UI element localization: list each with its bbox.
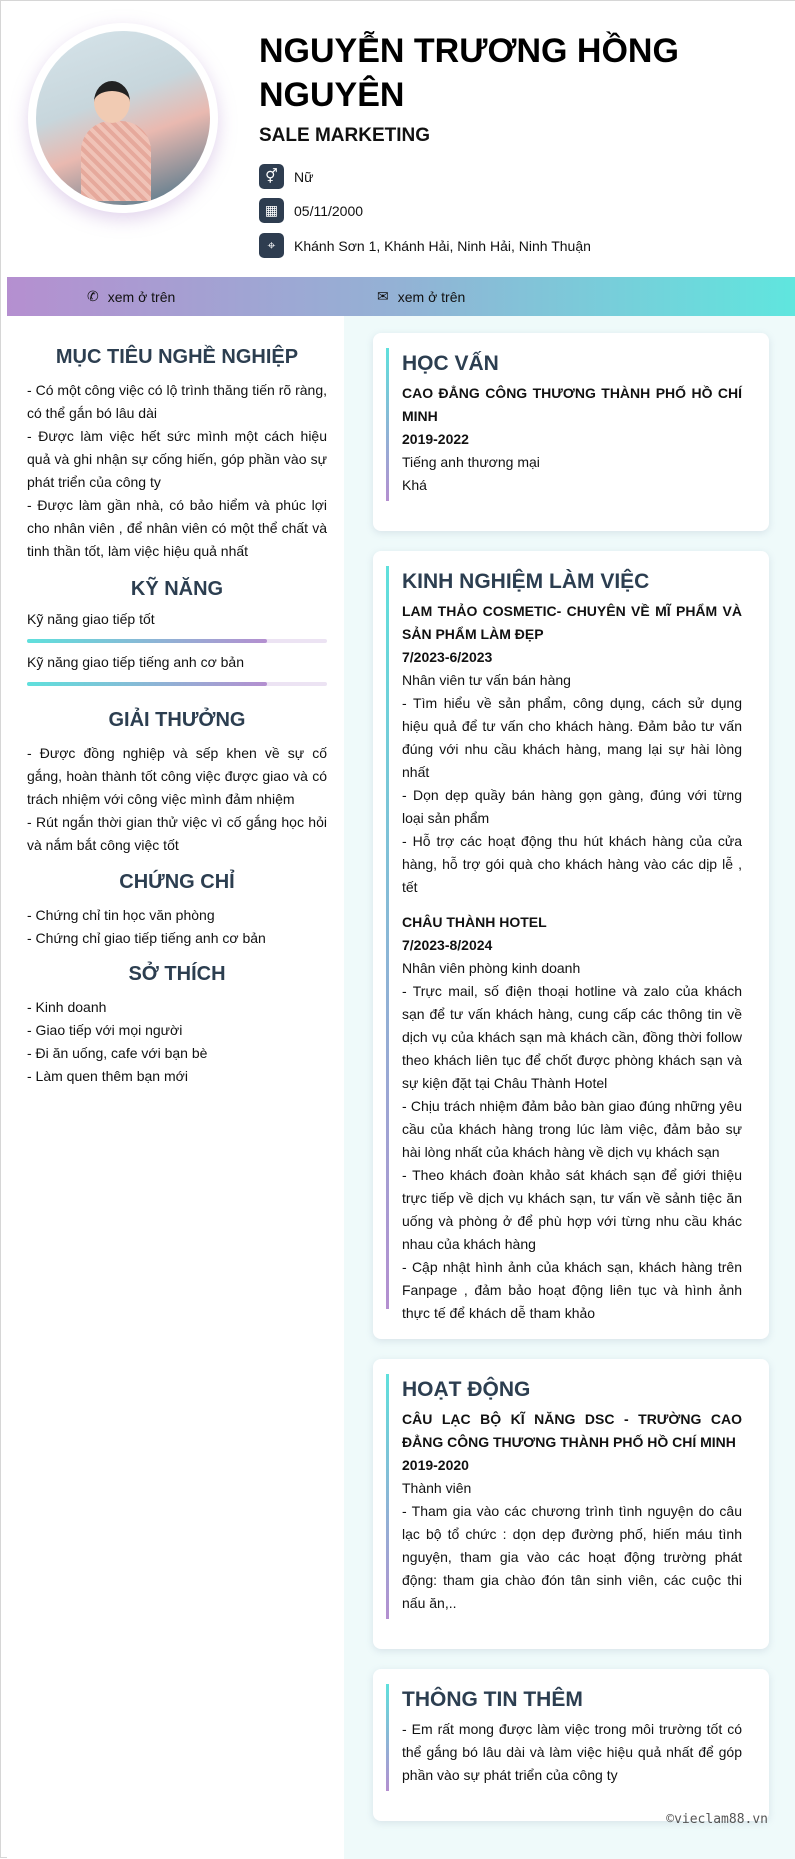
- skill-item: [27, 654, 327, 686]
- awards-heading: GIẢI THƯỞNG: [108, 709, 246, 731]
- watermark: ©vieclam88.vn: [666, 1812, 768, 1827]
- job-duty: - Theo khách đoàn khảo sát khách sạn để giới thiệu trực tiếp về dịch vụ khách sạn, tư vấn về sảnh tiệc ăn uống và phòng ở để phù hợp với từng nhu cầu khác nhau của khách hàng: [402, 1167, 742, 1252]
- contact-email: [377, 288, 465, 305]
- info-birthday: [259, 198, 363, 223]
- skill-item: [27, 611, 327, 643]
- address-text: Khánh Sơn 1, Khánh Hải, Ninh Hải, Ninh Thuận: [294, 237, 591, 254]
- left-column: [7, 316, 344, 1859]
- job-position: Nhân viên phòng kinh doanh: [402, 960, 581, 976]
- more-info-card: [373, 1669, 769, 1821]
- activity-org: CÂU LẠC BỘ KĨ NĂNG DSC - TRƯỜNG CAO ĐẲNG CÔNG THƯƠNG THÀNH PHỐ HỒ CHÍ MINH: [402, 1411, 742, 1450]
- skills-heading: KỸ NĂNG: [130, 578, 224, 600]
- accent-line: [386, 566, 389, 1309]
- mail-icon: ✉: [377, 288, 389, 304]
- avatar: [36, 31, 210, 205]
- skill-bar: [27, 682, 327, 686]
- hobbies-text: [27, 996, 327, 1088]
- education-major: Tiếng anh thương mại: [402, 454, 540, 470]
- activity-period: 2019-2020: [402, 1457, 469, 1473]
- company-name: CHÂU THÀNH HOTEL: [402, 914, 547, 930]
- job-duty: - Chịu trách nhiệm đảm bảo bàn giao đúng những yêu cầu của khách hàng trong lúc làm việc, đảm bảo sự hài lòng nhất của khách hàng về dịch vụ khách sạn: [402, 1098, 742, 1160]
- job-position: Nhân viên tư vấn bán hàng: [402, 672, 571, 688]
- more-info-heading: THÔNG TIN THÊM: [402, 1688, 583, 1711]
- education-grade: Khá: [402, 477, 427, 493]
- accent-line: [386, 1374, 389, 1619]
- hobby-line: - Kinh doanh: [27, 999, 107, 1015]
- award-line: - Rút ngắn thời gian thử việc vì cố gắng học hỏi và nắm bắt công việc tốt: [27, 814, 327, 853]
- info-address: [259, 233, 591, 258]
- contact-bar: [7, 277, 795, 316]
- job-duty: - Hỗ trợ các hoạt động thu hút khách hàng của cửa hàng, hỗ trợ gói quà cho khách hàng vào các dịp lễ , tết: [402, 833, 742, 895]
- experience-card: [373, 551, 769, 1339]
- activity-role: Thành viên: [402, 1480, 472, 1496]
- full-name: NGUYỄN TRƯƠNG HỒNG NGUYÊN: [259, 32, 679, 114]
- education-heading: HỌC VẤN: [402, 352, 499, 375]
- more-info-text: - Em rất mong được làm việc trong môi trường tốt có thể gắng bó lâu dài và làm việc hiệu quả nhất để góp phần vào sự phát triển của công ty: [402, 1721, 742, 1783]
- accent-line: [386, 1684, 389, 1791]
- job-duty: - Trực mail, số điện thoại hotline và zalo của khách sạn để tư vấn khách hàng, cung cấp các thông tin về dịch vụ của khách sạn mà khách cần, đồng thời follow theo khách liên tục để chốt được phòng khách sạn và sự kiện đặt tại Châu Thành Hotel: [402, 983, 742, 1091]
- location-icon: ⌖: [259, 233, 284, 258]
- hobby-line: - Làm quen thêm bạn mới: [27, 1068, 188, 1084]
- education-card: [373, 333, 769, 531]
- job-duty: - Tìm hiểu về sản phẩm, công dụng, cách sử dụng hiệu quả để tư vấn cho khách hàng. Đảm bảo tư vấn đúng với nhu cầu khách hàng, mang lại sự hài lòng nhất: [402, 695, 742, 780]
- objective-heading: MỤC TIÊU NGHỀ NGHIỆP: [55, 346, 299, 368]
- certificates-text: [27, 904, 327, 950]
- objective-line: - Được làm gần nhà, có bảo hiểm và phúc lợi cho nhân viên , để nhân viên có một thể chất và tinh thần tốt, làm việc hiệu quả nhất: [27, 497, 327, 559]
- skill-name: Kỹ năng giao tiếp tốt: [27, 611, 155, 627]
- calendar-icon: ▦: [259, 198, 284, 223]
- gender-text: Nữ: [294, 168, 314, 185]
- job-duty: - Dọn dẹp quầy bán hàng gọn gàng, đúng với từng loại sản phẩm: [402, 787, 742, 826]
- school-name: CAO ĐẲNG CÔNG THƯƠNG THÀNH PHỐ HỒ CHÍ MINH: [402, 385, 742, 424]
- phone-icon: ✆: [87, 288, 99, 304]
- avatar-frame: [28, 23, 218, 213]
- info-gender: [259, 164, 313, 189]
- awards-text: [27, 742, 327, 857]
- accent-line: [386, 348, 389, 501]
- skill-bar: [27, 639, 327, 643]
- phone-text: xem ở trên: [107, 288, 176, 305]
- skill-bar-fill: [27, 639, 267, 643]
- cv-header: [1, 1, 795, 277]
- email-text: xem ở trên: [397, 288, 466, 305]
- certificate-line: - Chứng chỉ tin học văn phòng: [27, 907, 215, 923]
- experience-heading: KINH NGHIỆM LÀM VIỆC: [402, 570, 650, 593]
- objective-line: - Có một công việc có lộ trình thăng tiến rõ ràng, có thể gắn bó lâu dài: [27, 382, 327, 421]
- job-period: 7/2023-6/2023: [402, 649, 493, 665]
- objective-line: - Được làm việc hết sức mình một cách hiệu quả và ghi nhận sự cống hiến, góp phần vào sự phát triển của công ty: [27, 428, 327, 490]
- skill-name: Kỹ năng giao tiếp tiếng anh cơ bản: [27, 654, 245, 670]
- objective-text: [27, 379, 327, 563]
- activities-heading: HOẠT ĐỘNG: [402, 1378, 531, 1401]
- award-line: - Được đồng nghiệp và sếp khen về sự cố gắng, hoàn thành tốt công việc được giao và có trách nhiệm với công việc mình đảm nhiệm: [27, 745, 327, 807]
- company-name: LAM THẢO COSMETIC- CHUYÊN VỀ MĨ PHẨM VÀ SẢN PHẨM LÀM ĐẸP: [402, 603, 742, 642]
- certificate-line: - Chứng chỉ giao tiếp tiếng anh cơ bản: [27, 930, 266, 946]
- hobby-line: - Giao tiếp với mọi người: [27, 1022, 183, 1038]
- hobbies-heading: SỞ THÍCH: [128, 963, 226, 985]
- skill-bar-fill: [27, 682, 267, 686]
- right-column: [344, 316, 795, 1859]
- job-period: 7/2023-8/2024: [402, 937, 493, 953]
- hobby-line: - Đi ăn uống, cafe với bạn bè: [27, 1045, 208, 1061]
- job-duty: - Cập nhật hình ảnh của khách sạn, khách hàng trên Fanpage , đảm bảo hoạt động liên tục và hình ảnh thực tế để khách dễ tham khảo: [402, 1259, 742, 1321]
- gender-icon: ⚥: [259, 164, 284, 189]
- activities-card: [373, 1359, 769, 1649]
- certificates-heading: CHỨNG CHỈ: [119, 871, 235, 893]
- job-title: SALE MARKETING: [259, 125, 430, 146]
- activity-desc: - Tham gia vào các chương trình tình nguyện do câu lạc bộ tổ chức : dọn dẹp đường phố, hiến máu tình nguyện, tham gia vào các hoạt động trường phát động: tham gia chào đón tân sinh viên, các cuộc thi nấu ăn,..: [402, 1503, 742, 1611]
- birthday-text: 05/11/2000: [294, 202, 364, 219]
- contact-phone: [87, 288, 175, 305]
- education-period: 2019-2022: [402, 431, 469, 447]
